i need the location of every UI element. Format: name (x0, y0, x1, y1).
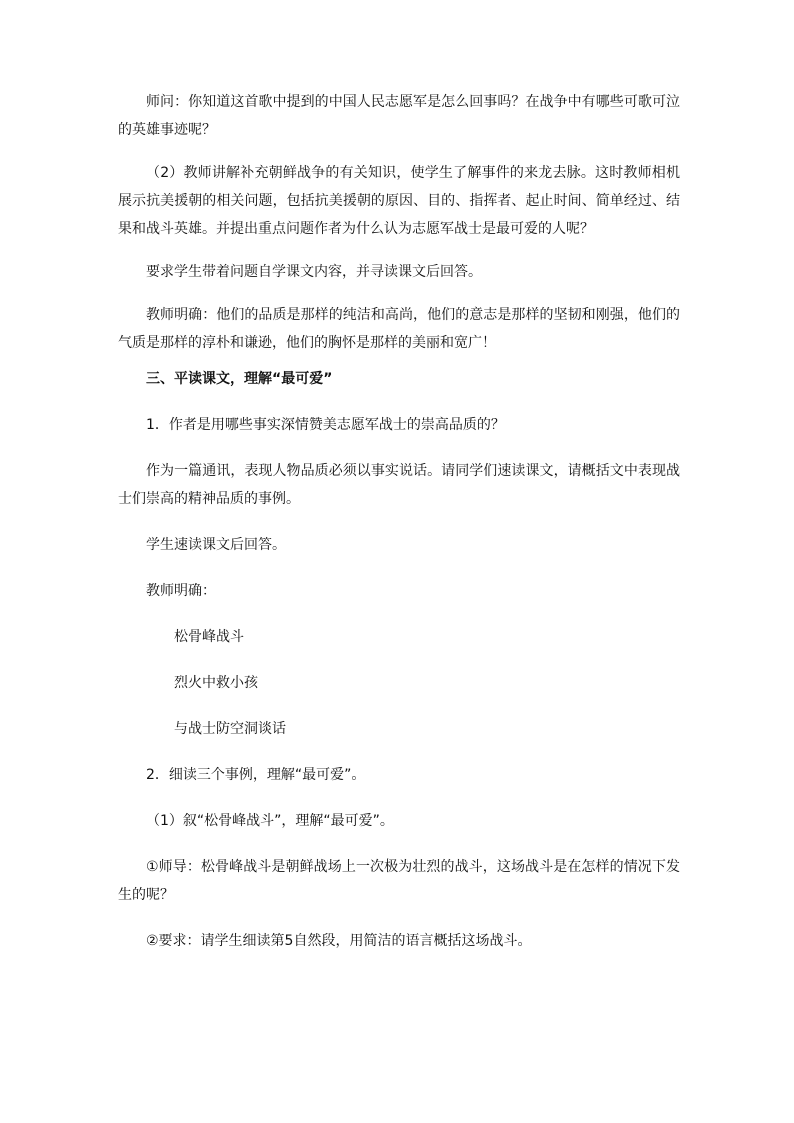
list-item: 松骨峰战斗 (174, 629, 244, 645)
question-two: 2．细读三个事例，理解“最可爱”。 (146, 767, 366, 783)
section-heading: 三、平读课文，理解“最可爱” (146, 371, 333, 387)
paragraph-teacher-clarifies: 教师明确：他们的品质是那样的纯洁和高尚，他们的意志是那样的坚韧和刚强，他们的气质是那样的淳朴和谦逊，他们的胸怀是那样的美丽和宽广！ (118, 307, 680, 351)
paragraph-guide: ①师导：松骨峰战斗是朝鲜战场上一次极为壮烈的战斗，这场战斗是在怎样的情况下发生的呢？ (118, 859, 680, 903)
paragraph-news-report: 作为一篇通讯，表现人物品质必须以事实说话。请同学们速读课文，请概括文中表现战士们崇高的精神品质的事例。 (118, 463, 680, 507)
list-item: 与战士防空洞谈话 (174, 721, 286, 737)
paragraph-self-study: 要求学生带着问题自学课文内容，并寻读课文后回答。 (146, 264, 482, 280)
paragraph-requirement: ②要求：请学生细读第5自然段，用简洁的语言概括这场战斗。 (146, 933, 532, 949)
paragraph-teacher-clarifies-2: 教师明确： (146, 583, 216, 599)
paragraph-teacher-explains: （2）教师讲解补充朝鲜战争的有关知识，使学生了解事件的来龙去脉。这时教师相机展示抗美援朝的相关问题，包括抗美援朝的原因、目的、指挥者、起止时间、简单经过、结果和战斗英雄。并提出重点问题作者为什么认为志愿军战士是最可爱的人呢？ (118, 165, 680, 237)
paragraph-students-answer: 学生速读课文后回答。 (146, 537, 286, 553)
question-one: 1．作者是用哪些事实深情赞美志愿军战士的崇高品质的？ (146, 417, 505, 433)
paragraph-teacher-question: 师问：你知道这首歌中提到的中国人民志愿军是怎么回事吗？在战争中有哪些可歌可泣的英雄事迹呢？ (118, 94, 680, 138)
subsection-one: （1）叙“松骨峰战斗”，理解“最可爱”。 (146, 813, 394, 829)
list-item: 烈火中救小孩 (174, 675, 258, 691)
document-body (118, 88, 680, 955)
